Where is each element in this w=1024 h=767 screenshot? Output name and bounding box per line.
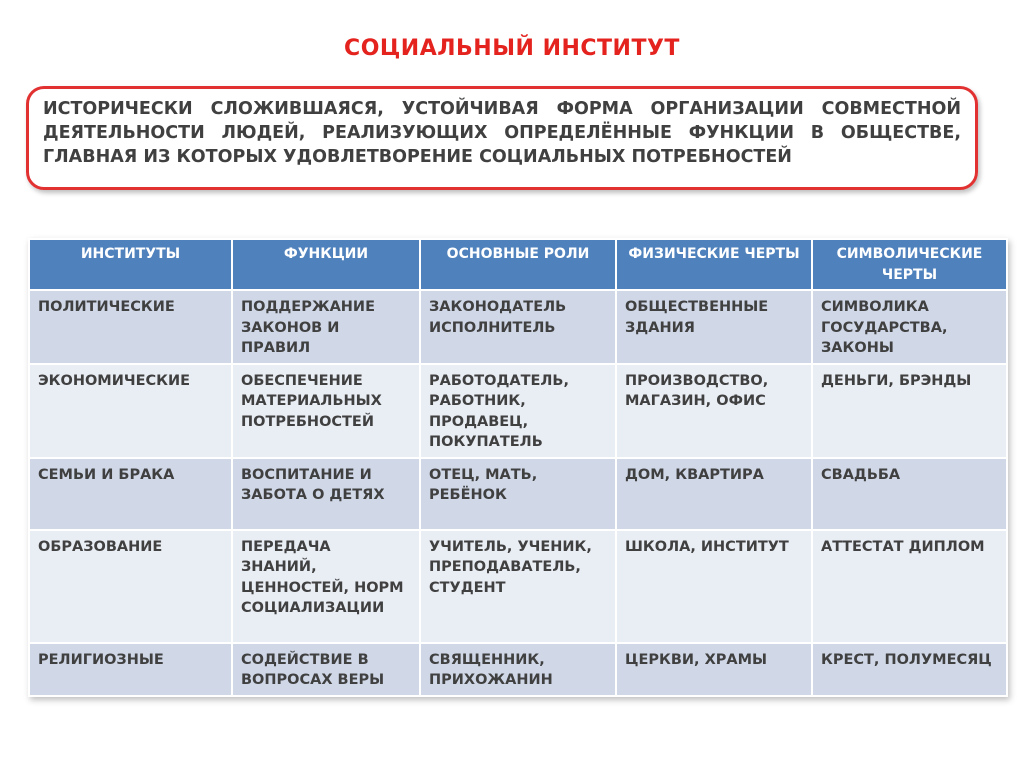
- cell-functions: ВОСПИТАНИЕ И ЗАБОТА О ДЕТЯХ: [232, 458, 420, 530]
- cell-symbolic: КРЕСТ, ПОЛУМЕСЯЦ: [812, 643, 1007, 696]
- institutions-table: [28, 238, 1008, 697]
- cell-symbolic: АТТЕСТАТ ДИПЛОМ: [812, 530, 1007, 643]
- cell-institution: ОБРАЗОВАНИЕ: [29, 530, 232, 643]
- header-institutions: ИНСТИТУТЫ: [29, 239, 232, 290]
- cell-physical: ДОМ, КВАРТИРА: [616, 458, 812, 530]
- table-header-row: [29, 239, 1007, 290]
- definition-box: [26, 86, 978, 190]
- cell-institution: ЭКОНОМИЧЕСКИЕ: [29, 364, 232, 458]
- cell-physical: ОБЩЕСТВЕННЫЕ ЗДАНИЯ: [616, 290, 812, 364]
- cell-functions: СОДЕЙСТВИЕ В ВОПРОСАХ ВЕРЫ: [232, 643, 420, 696]
- header-symbolic-traits: СИМВОЛИЧЕСКИЕ ЧЕРТЫ: [812, 239, 1007, 290]
- cell-functions: ОБЕСПЕЧЕНИЕ МАТЕРИАЛЬНЫХ ПОТРЕБНОСТЕЙ: [232, 364, 420, 458]
- table-row: [29, 364, 1007, 458]
- page-title: СОЦИАЛЬНЫЙ ИНСТИТУТ: [344, 36, 680, 61]
- cell-symbolic: СИМВОЛИКА ГОСУДАРСТВА, ЗАКОНЫ: [812, 290, 1007, 364]
- cell-roles: ОТЕЦ, МАТЬ, РЕБЁНОК: [420, 458, 616, 530]
- table-row: [29, 458, 1007, 530]
- cell-physical: ЦЕРКВИ, ХРАМЫ: [616, 643, 812, 696]
- cell-roles: ЗАКОНОДАТЕЛЬ ИСПОЛНИТЕЛЬ: [420, 290, 616, 364]
- cell-institution: СЕМЬИ И БРАКА: [29, 458, 232, 530]
- cell-physical: ПРОИЗВОДСТВО, МАГАЗИН, ОФИС: [616, 364, 812, 458]
- header-functions: ФУНКЦИИ: [232, 239, 420, 290]
- cell-institution: ПОЛИТИЧЕСКИЕ: [29, 290, 232, 364]
- cell-symbolic: ДЕНЬГИ, БРЭНДЫ: [812, 364, 1007, 458]
- cell-institution: РЕЛИГИОЗНЫЕ: [29, 643, 232, 696]
- header-physical-traits: ФИЗИЧЕСКИЕ ЧЕРТЫ: [616, 239, 812, 290]
- table-row: [29, 530, 1007, 643]
- definition-text: ИСТОРИЧЕСКИ СЛОЖИВШАЯСЯ, УСТОЙЧИВАЯ ФОРМА ОРГАНИЗАЦИИ СОВМЕСТНОЙ ДЕЯТЕЛЬНОСТИ ЛЮДЕЙ, РЕАЛИЗУЮЩИХ ОПРЕДЕЛЁННЫЕ ФУНКЦИИ В ОБЩЕСТВЕ, ГЛАВНАЯ ИЗ КОТОРЫХ УДОВЛЕТВОРЕНИЕ СОЦИАЛЬНЫХ ПОТРЕБНОСТЕЙ: [43, 99, 961, 167]
- cell-functions: ПЕРЕДАЧА ЗНАНИЙ, ЦЕННОСТЕЙ, НОРМ СОЦИАЛИЗАЦИИ: [232, 530, 420, 643]
- table-row: [29, 643, 1007, 696]
- cell-roles: РАБОТОДАТЕЛЬ, РАБОТНИК, ПРОДАВЕЦ, ПОКУПАТЕЛЬ: [420, 364, 616, 458]
- header-main-roles: ОСНОВНЫЕ РОЛИ: [420, 239, 616, 290]
- cell-physical: ШКОЛА, ИНСТИТУТ: [616, 530, 812, 643]
- table-row: [29, 290, 1007, 364]
- cell-roles: УЧИТЕЛЬ, УЧЕНИК, ПРЕПОДАВАТЕЛЬ, СТУДЕНТ: [420, 530, 616, 643]
- cell-functions: ПОДДЕРЖАНИЕ ЗАКОНОВ И ПРАВИЛ: [232, 290, 420, 364]
- cell-roles: СВЯЩЕННИК, ПРИХОЖАНИН: [420, 643, 616, 696]
- cell-symbolic: СВАДЬБА: [812, 458, 1007, 530]
